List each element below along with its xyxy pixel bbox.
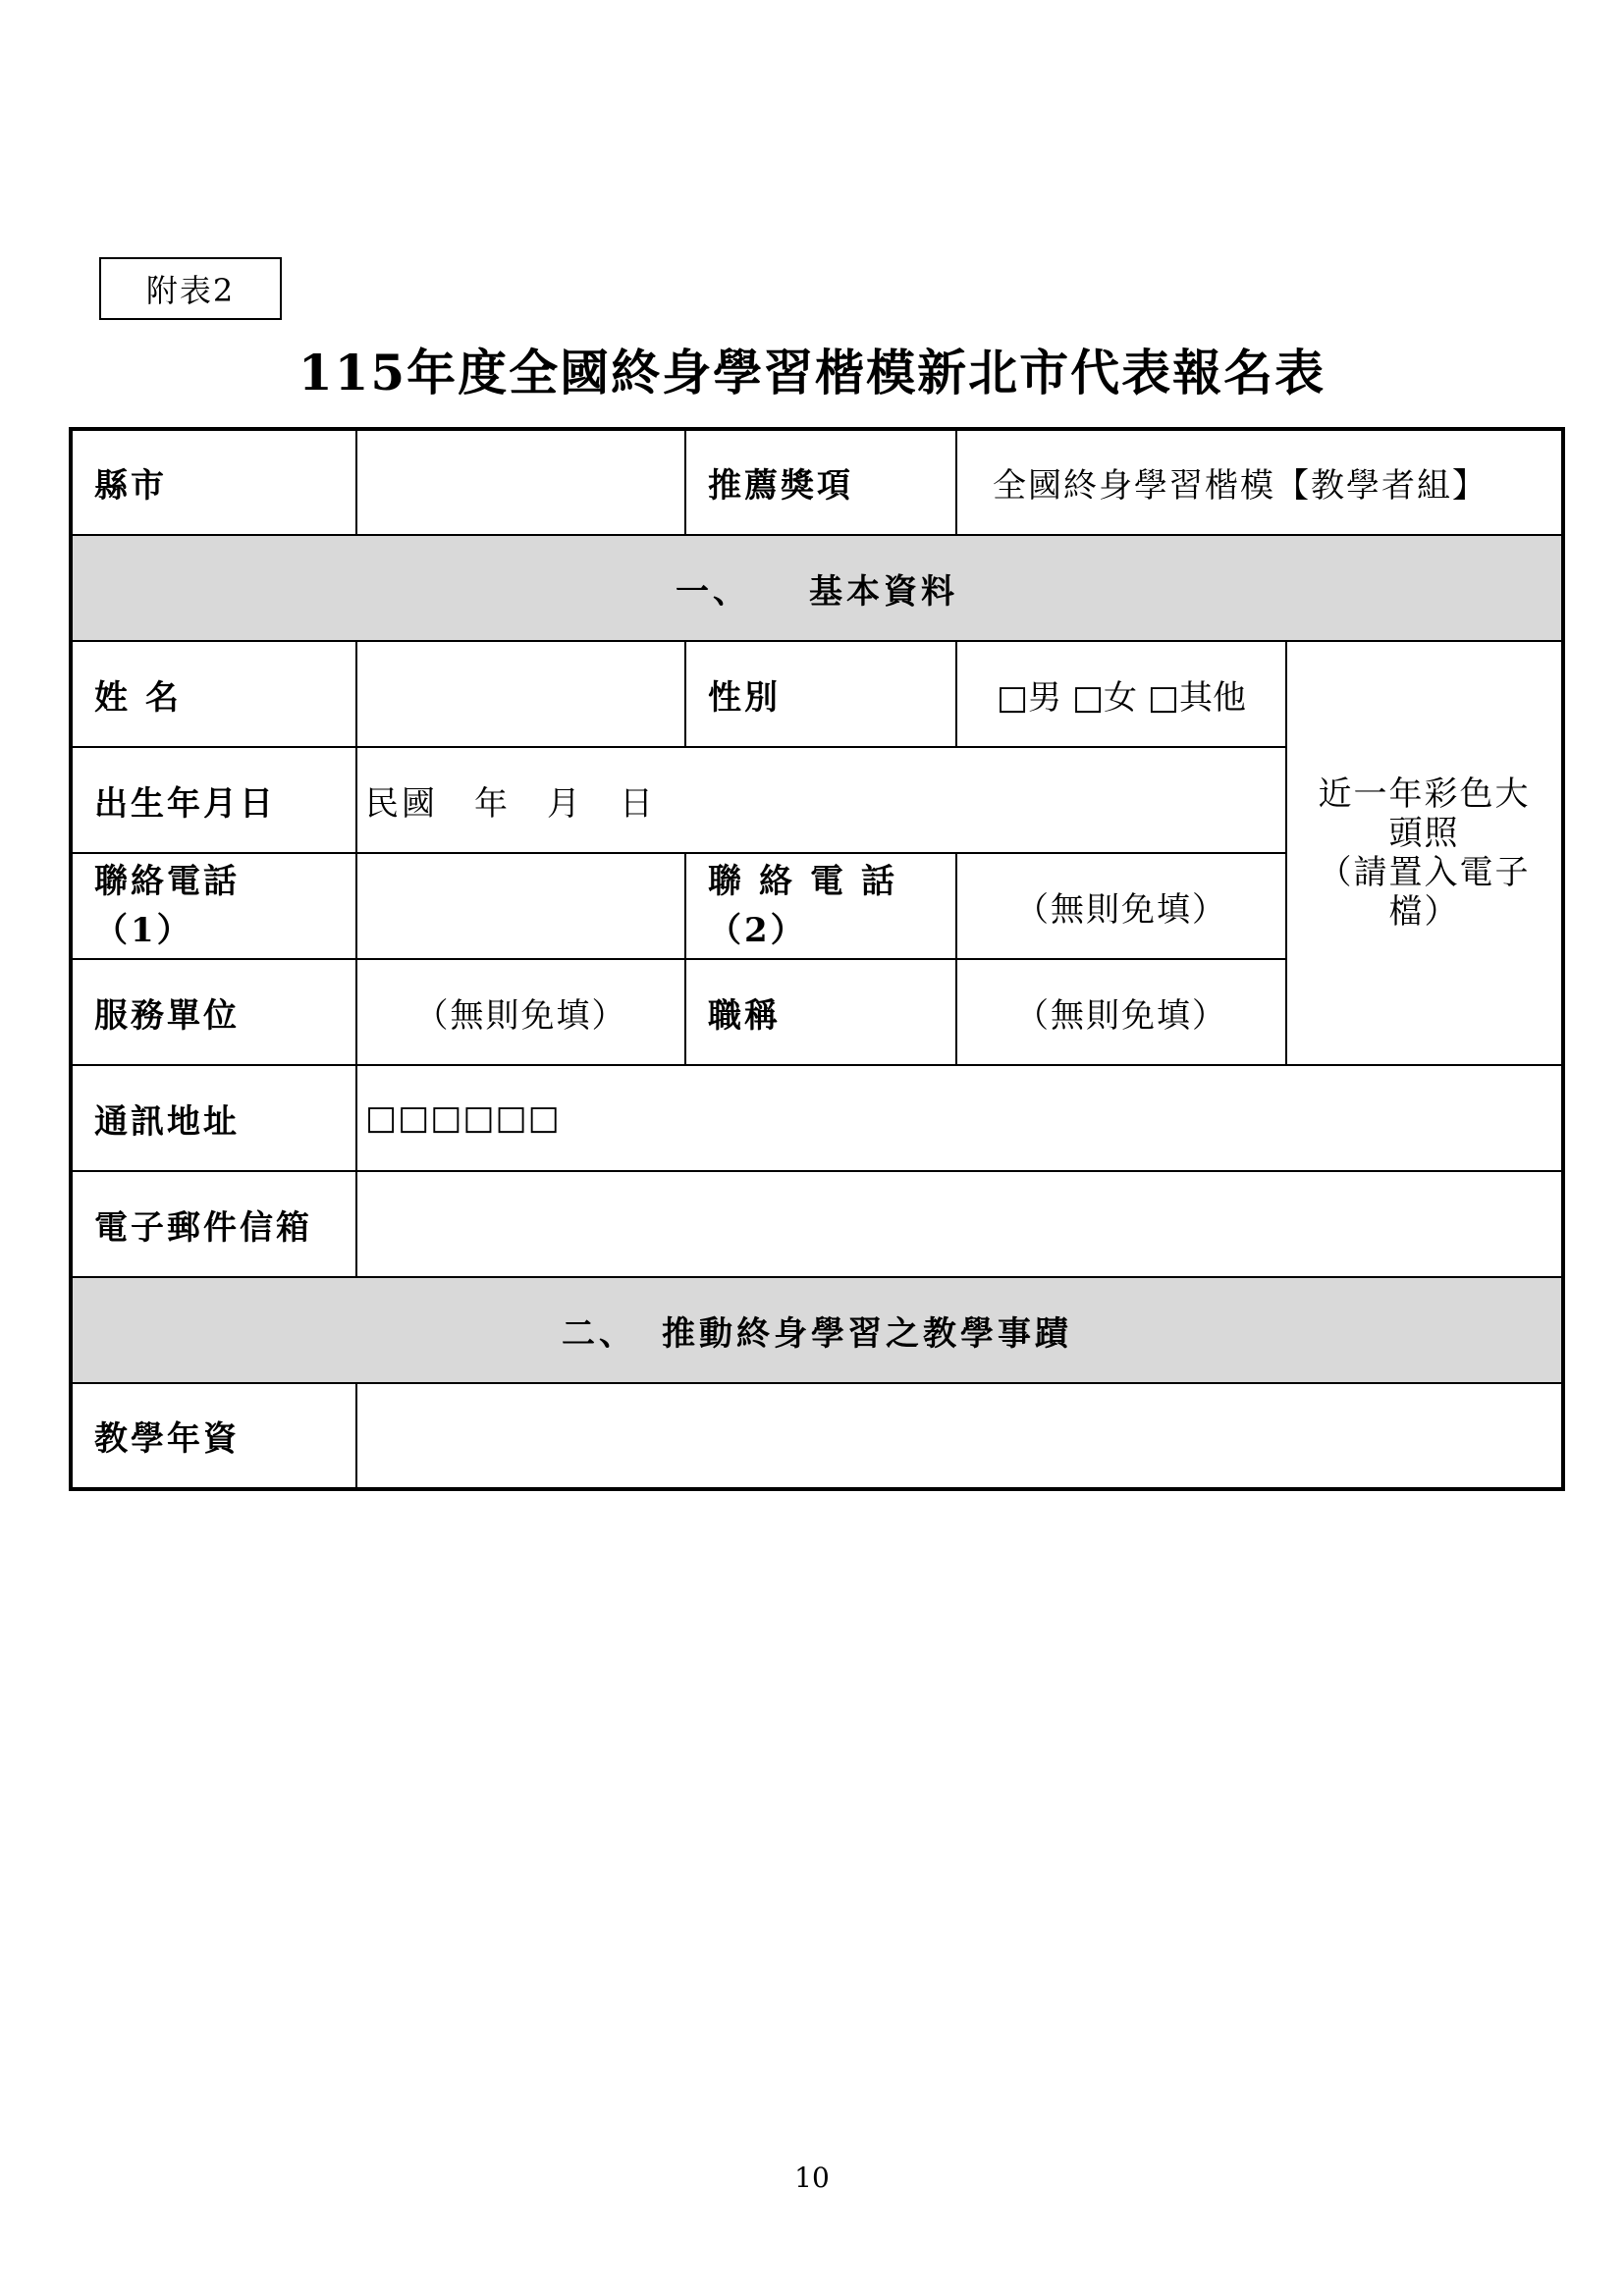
phone-1-label-line2: （1） xyxy=(94,911,193,950)
gender-option-other[interactable]: □其他 xyxy=(1147,677,1246,718)
teaching-years-row xyxy=(71,1383,1563,1489)
teaching-years-input-cell[interactable] xyxy=(356,1383,1563,1489)
header-row xyxy=(71,429,1563,535)
section-1-number: 一、 xyxy=(676,571,750,612)
page-title: 115年度全國終身學習楷模新北市代表報名表 xyxy=(298,344,1326,401)
section-basic-info-row xyxy=(71,535,1563,641)
job-title-input-cell[interactable]: （無則免填） xyxy=(956,959,1286,1065)
section-2-title: 推動終身學習之教學事蹟 xyxy=(662,1313,1072,1354)
photo-instruction-line2: （請置入電子檔） xyxy=(1318,853,1531,932)
city-input-cell[interactable] xyxy=(356,429,685,535)
phone-1-label xyxy=(71,853,356,959)
phone-1-input-cell[interactable] xyxy=(356,853,685,959)
phone-2-label-line1: 聯絡電話 xyxy=(708,862,912,901)
photo-placeholder[interactable] xyxy=(1286,641,1563,1065)
unit-label: 服務單位 xyxy=(71,959,356,1065)
gender-option-female[interactable]: □女 xyxy=(1071,677,1138,718)
page-number: 10 xyxy=(794,2162,830,2194)
photo-instruction-line1: 近一年彩色大頭照 xyxy=(1318,774,1531,853)
section-1-title: 基本資料 xyxy=(809,571,958,612)
birth-label: 出生年月日 xyxy=(71,747,356,853)
award-value: 全國終身學習楷模【教學者組】 xyxy=(956,429,1563,535)
address-label: 通訊地址 xyxy=(71,1065,356,1171)
birth-input-cell[interactable]: 民國 年 月 日 xyxy=(356,747,1286,853)
phone-2-label-line2: （2） xyxy=(708,911,807,950)
attachment-label: 附表2 xyxy=(99,257,282,320)
teaching-years-label: 教學年資 xyxy=(71,1383,356,1489)
address-input-cell[interactable]: □□□□□□ xyxy=(356,1065,1563,1171)
city-label: 縣市 xyxy=(71,429,356,535)
email-input-cell[interactable] xyxy=(356,1171,1563,1277)
name-row xyxy=(71,641,1563,747)
email-row xyxy=(71,1171,1563,1277)
gender-label: 性別 xyxy=(685,641,956,747)
address-row xyxy=(71,1065,1563,1171)
registration-form-table xyxy=(69,427,1565,1491)
section-2-number: 二、 xyxy=(562,1313,636,1354)
phone-2-label xyxy=(685,853,956,959)
section-teaching-row xyxy=(71,1277,1563,1383)
section-teaching-heading xyxy=(71,1277,1563,1383)
award-label: 推薦獎項 xyxy=(685,429,956,535)
name-label: 姓 名 xyxy=(71,641,356,747)
email-label: 電子郵件信箱 xyxy=(71,1171,356,1277)
name-input-cell[interactable] xyxy=(356,641,685,747)
job-title-label: 職稱 xyxy=(685,959,956,1065)
unit-input-cell[interactable]: （無則免填） xyxy=(356,959,685,1065)
gender-option-male[interactable]: □男 xyxy=(997,677,1062,718)
phone-2-input-cell[interactable]: （無則免填） xyxy=(956,853,1286,959)
section-basic-info-heading xyxy=(71,535,1563,641)
phone-1-label-line1: 聯絡電話 xyxy=(94,862,240,901)
gender-options xyxy=(956,641,1286,747)
